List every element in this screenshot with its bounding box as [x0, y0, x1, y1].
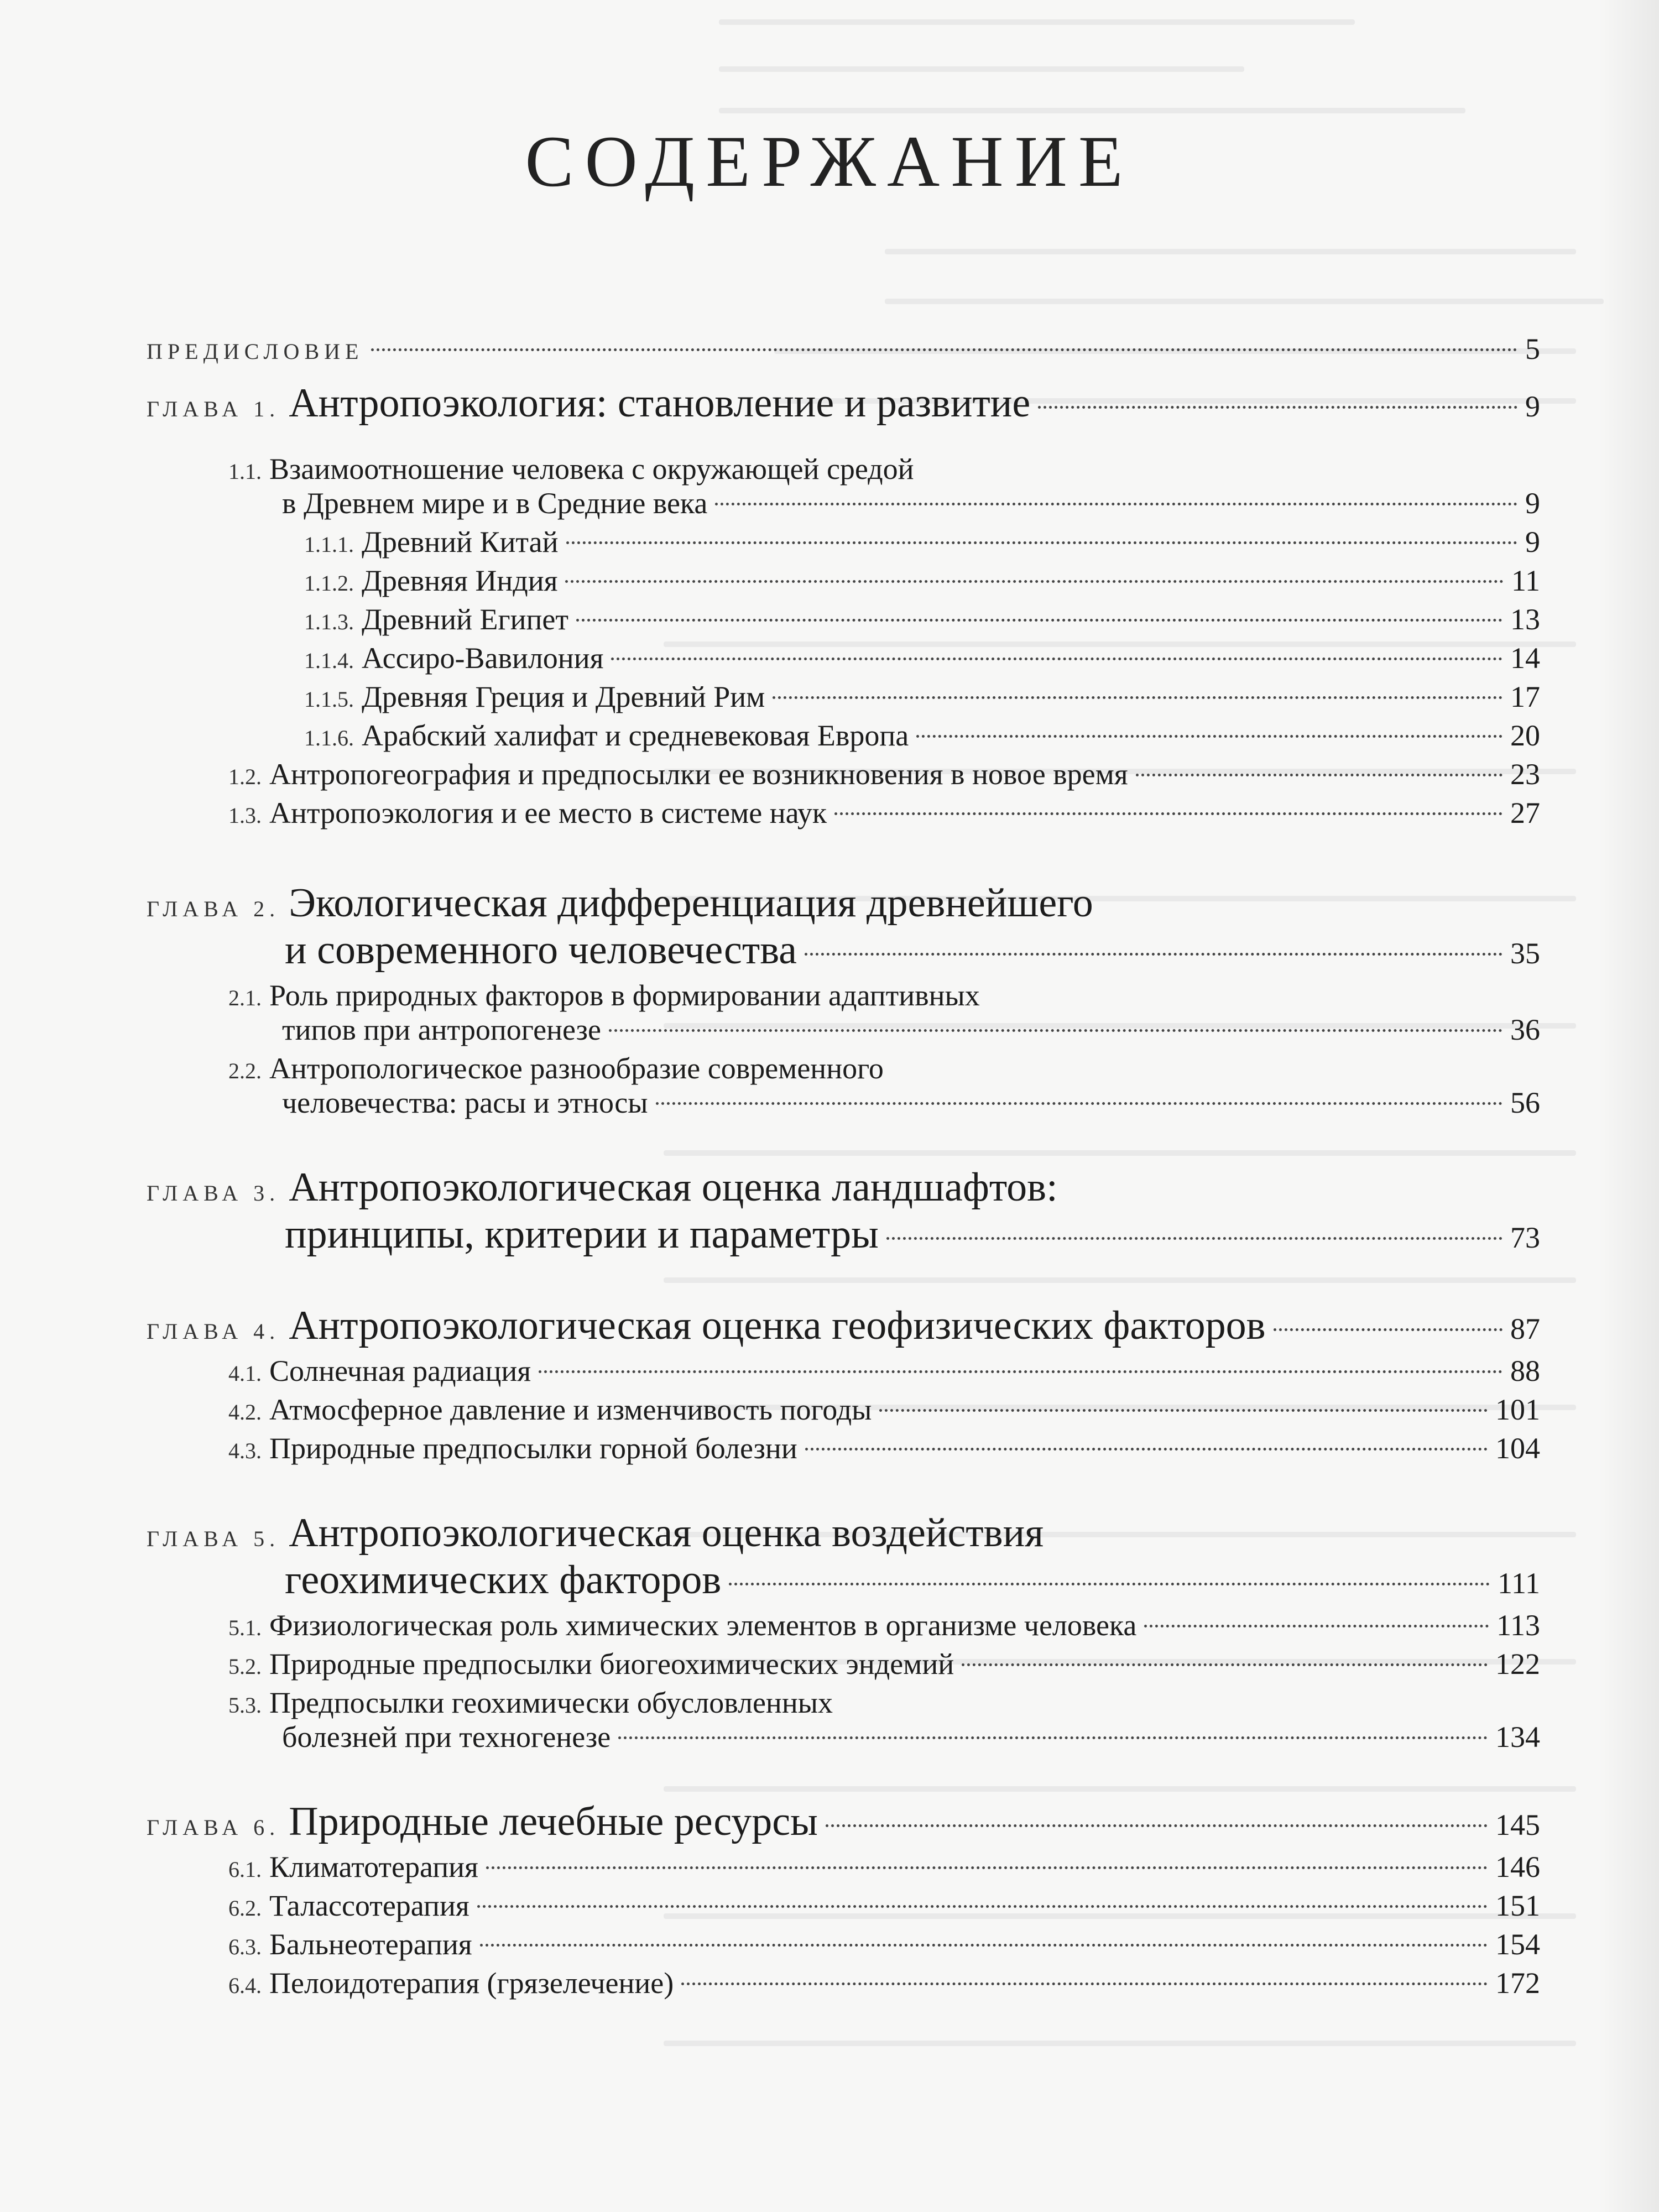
- section-label: [147, 1850, 478, 1884]
- dot-leader: [371, 348, 1517, 351]
- toc-entry-subsection: [147, 602, 1540, 637]
- dot-leader: [539, 1370, 1503, 1373]
- subsection-number: 1.1.2.: [304, 571, 354, 596]
- dot-leader: [805, 1448, 1488, 1451]
- page-number: 151: [1495, 1889, 1540, 1922]
- page-number: 17: [1510, 680, 1540, 713]
- toc-entry-section: [147, 1431, 1540, 1465]
- toc-entry-section: [147, 796, 1540, 830]
- toc-entry-subsection: [147, 718, 1540, 753]
- toc-entry-section: [147, 1647, 1540, 1681]
- subsection-title: Древняя Греция и Древний Рим: [362, 680, 765, 713]
- section-title: Пелоидотерапия (грязелечение): [269, 1966, 674, 2000]
- subsection-title: Древняя Индия: [362, 564, 558, 597]
- page-number: 9: [1525, 390, 1540, 423]
- page-number: 145: [1495, 1808, 1540, 1841]
- dot-leader: [576, 619, 1503, 622]
- section-title: человечества: расы и этносы: [282, 1086, 648, 1119]
- page-title: СОДЕРЖАНИЕ: [525, 121, 1134, 202]
- chapter-keyword: ГЛАВА 3.: [147, 1181, 280, 1206]
- toc-entry-chapter: [147, 1164, 1540, 1211]
- section-number: 6.2.: [228, 1896, 262, 1921]
- section-label: [147, 757, 1128, 791]
- dot-leader: [773, 696, 1503, 699]
- section-title: Бальнеотерапия: [269, 1928, 472, 1961]
- page-edge-shadow: [1598, 0, 1659, 2212]
- page-number: 134: [1495, 1720, 1540, 1754]
- dot-leader: [834, 812, 1503, 815]
- page-number: 154: [1495, 1928, 1540, 1961]
- toc-entry-section: [147, 1888, 1540, 1923]
- subsection-number: 1.1.6.: [304, 726, 354, 750]
- section-label: [147, 1888, 469, 1923]
- section-label: [147, 1354, 531, 1388]
- section-label: [147, 1392, 872, 1427]
- toc-entry-section: [147, 1850, 1540, 1884]
- section-title: Физиологическая роль химических элементов в организме человека: [269, 1609, 1137, 1642]
- page-number: 20: [1510, 719, 1540, 752]
- table-of-contents: [147, 332, 1540, 2000]
- toc-entry-section: [147, 757, 1540, 791]
- chapter-label: [147, 380, 1030, 427]
- section-number: 2.2.: [228, 1058, 262, 1083]
- subsection-label: [147, 641, 603, 675]
- dot-leader: [656, 1102, 1503, 1105]
- section-number: 5.3.: [228, 1693, 262, 1718]
- chapter-keyword: ГЛАВА 4.: [147, 1319, 280, 1344]
- dot-leader: [681, 1983, 1488, 1985]
- page-number: 113: [1496, 1609, 1540, 1642]
- section-label: [147, 1608, 1136, 1642]
- subsection-label: [147, 564, 557, 598]
- section-label: [147, 1647, 954, 1681]
- chapter-title: и современного человечества: [285, 927, 797, 973]
- section-number: 5.2.: [228, 1654, 262, 1679]
- section-title: Природные предпосылки биогеохимических эндемий: [269, 1647, 954, 1681]
- dot-leader: [611, 658, 1503, 660]
- section-title: Роль природных факторов в формировании адаптивных: [269, 979, 980, 1012]
- toc-entry-section: [147, 1051, 1540, 1086]
- section-number: 4.3.: [228, 1438, 262, 1463]
- dot-leader: [729, 1583, 1490, 1585]
- section-number: 4.2.: [228, 1400, 262, 1425]
- section-title-continued: [147, 1720, 611, 1754]
- dot-leader: [826, 1824, 1488, 1827]
- section-number: 6.4.: [228, 1973, 262, 1998]
- dot-leader: [566, 541, 1517, 544]
- dot-leader: [618, 1736, 1488, 1739]
- section-title: типов при антропогенезе: [282, 1013, 601, 1046]
- section-title: Атмосферное давление и изменчивость погоды: [269, 1393, 872, 1426]
- dot-leader: [886, 1237, 1503, 1240]
- chapter-title: Природные лечебные ресурсы: [289, 1799, 818, 1844]
- page-number: 56: [1510, 1086, 1540, 1119]
- section-title: Антропогеография и предпосылки ее возникновения в новое время: [269, 758, 1128, 791]
- toc-entry-section: [147, 1608, 1540, 1642]
- toc-entry-section: [147, 1686, 1540, 1720]
- chapter-title: Антропоэкология: становление и развитие: [289, 380, 1031, 426]
- toc-entry-chapter: [147, 1302, 1540, 1349]
- section-title-continued: [147, 1013, 601, 1047]
- dot-leader: [715, 503, 1517, 505]
- section-title-continued: [147, 1086, 648, 1120]
- toc-entry-chapter: [147, 1798, 1540, 1845]
- subsection-label: [147, 525, 559, 559]
- subsection-label: [147, 718, 909, 753]
- section-label: [147, 1966, 674, 2000]
- toc-entry-subsection: [147, 564, 1540, 598]
- page-number: 111: [1498, 1567, 1540, 1600]
- section-label: [147, 1927, 472, 1961]
- dot-leader: [486, 1866, 1488, 1869]
- page-number: 14: [1510, 641, 1540, 675]
- chapter-title-continued: [147, 927, 797, 974]
- dot-leader: [480, 1944, 1488, 1947]
- subsection-title: Ассиро-Вавилония: [362, 641, 604, 675]
- toc-entry-section-last-line: [147, 486, 1540, 520]
- chapter-title: Антропоэкологическая оценка ландшафтов:: [289, 1165, 1058, 1210]
- page-number: 73: [1510, 1221, 1540, 1254]
- chapter-title: геохимических факторов: [285, 1557, 722, 1603]
- toc-entry-section-last-line: [147, 1720, 1540, 1754]
- section-title: Антропоэкология и ее место в системе наук: [269, 796, 827, 830]
- chapter-title-continued: [147, 1557, 721, 1604]
- section-title: Природные предпосылки горной болезни: [269, 1432, 797, 1465]
- subsection-number: 1.1.4.: [304, 648, 354, 673]
- page-number: 122: [1495, 1647, 1540, 1681]
- toc-entry-chapter-last-line: [147, 1557, 1540, 1604]
- subsection-title: Древний Китай: [362, 525, 559, 559]
- dot-leader: [962, 1663, 1488, 1666]
- page-number: 172: [1495, 1966, 1540, 2000]
- section-title: Талассотерапия: [269, 1889, 469, 1922]
- page-number: 23: [1510, 758, 1540, 791]
- dot-leader: [565, 580, 1504, 583]
- section-number: 2.1.: [228, 985, 262, 1010]
- subsection-label: [147, 602, 568, 637]
- chapter-keyword: ГЛАВА 1.: [147, 397, 280, 421]
- section-number: 6.1.: [228, 1857, 262, 1882]
- page-number: 9: [1525, 525, 1540, 559]
- section-number: 1.1.: [228, 459, 262, 484]
- section-number: 4.1.: [228, 1361, 262, 1386]
- toc-entry-section: [147, 452, 1540, 486]
- dot-leader: [805, 953, 1503, 956]
- dot-leader: [1136, 774, 1503, 776]
- page-number: 101: [1495, 1393, 1540, 1426]
- chapter-label: [147, 1302, 1266, 1349]
- preface-label: [147, 338, 363, 364]
- chapter-keyword: ГЛАВА 5.: [147, 1526, 280, 1551]
- toc-entry-subsection: [147, 525, 1540, 559]
- page-number: 27: [1510, 796, 1540, 830]
- subsection-title: Древний Египет: [362, 603, 568, 636]
- chapter-keyword: ГЛАВА 2.: [147, 896, 280, 921]
- section-title: Солнечная радиация: [269, 1354, 531, 1387]
- toc-entry-section: [147, 1966, 1540, 2000]
- section-label: [147, 1431, 797, 1465]
- section-title: Взаимоотношение человека с окружающей средой: [269, 452, 914, 486]
- subsection-label: [147, 680, 765, 714]
- page-number: 35: [1510, 937, 1540, 970]
- subsection-number: 1.1.1.: [304, 532, 354, 557]
- section-number: 6.3.: [228, 1934, 262, 1959]
- toc-entry-section: [147, 978, 1540, 1013]
- toc-entry-preface: [147, 332, 1540, 366]
- toc-entry-chapter: [147, 1510, 1540, 1557]
- subsection-number: 1.1.3.: [304, 609, 354, 634]
- dot-leader: [1144, 1625, 1489, 1627]
- preface-title: ПРЕДИСЛОВИЕ: [147, 339, 364, 364]
- page-number: 9: [1525, 487, 1540, 520]
- toc-entry-subsection: [147, 680, 1540, 714]
- dot-leader: [1274, 1328, 1503, 1331]
- chapter-title: Антропоэкологическая оценка геофизических факторов: [289, 1303, 1266, 1348]
- section-title: болезней при техногенезе: [282, 1720, 611, 1754]
- page-number: 5: [1525, 332, 1540, 366]
- chapter-label: [147, 1798, 818, 1845]
- page-number: 88: [1510, 1354, 1540, 1387]
- toc-entry-chapter-last-line: [147, 1211, 1540, 1258]
- toc-entry-section-last-line: [147, 1086, 1540, 1120]
- chapter-title: Антропоэкологическая оценка воздействия: [289, 1510, 1044, 1556]
- subsection-number: 1.1.5.: [304, 687, 354, 712]
- toc-entry-subsection: [147, 641, 1540, 675]
- dot-leader: [916, 735, 1503, 738]
- page-number: 36: [1510, 1013, 1540, 1046]
- toc-entry-section: [147, 1927, 1540, 1961]
- page-number: 11: [1511, 564, 1540, 597]
- section-label: [147, 796, 827, 830]
- section-title: в Древнем мире и в Средние века: [282, 487, 708, 520]
- page-number: 13: [1510, 603, 1540, 636]
- chapter-title: Экологическая дифференциация древнейшего: [289, 880, 1093, 926]
- subsection-title: Арабский халифат и средневековая Европа: [362, 719, 909, 752]
- section-number: 1.2.: [228, 764, 262, 789]
- toc-entry-section-last-line: [147, 1013, 1540, 1047]
- dot-leader: [879, 1409, 1488, 1412]
- toc-entry-section: [147, 1392, 1540, 1427]
- toc-entry-section: [147, 1354, 1540, 1388]
- dot-leader: [1038, 406, 1517, 409]
- page-number: 104: [1495, 1432, 1540, 1465]
- section-title: Предпосылки геохимически обусловленных: [269, 1686, 833, 1719]
- section-title-continued: [147, 486, 707, 520]
- page-number: 87: [1510, 1312, 1540, 1345]
- dot-leader: [477, 1905, 1488, 1908]
- toc-entry-chapter-last-line: [147, 927, 1540, 974]
- section-title: Антропологическое разнообразие современного: [269, 1052, 884, 1085]
- chapter-title: принципы, критерии и параметры: [285, 1212, 879, 1257]
- page-number: 146: [1495, 1850, 1540, 1884]
- dot-leader: [609, 1029, 1503, 1032]
- chapter-title-continued: [147, 1211, 879, 1258]
- section-title: Климатотерапия: [269, 1850, 478, 1884]
- toc-entry-chapter: [147, 880, 1540, 927]
- toc-entry-chapter: [147, 380, 1540, 427]
- section-number: 5.1.: [228, 1615, 262, 1640]
- section-number: 1.3.: [228, 803, 262, 828]
- chapter-keyword: ГЛАВА 6.: [147, 1815, 280, 1840]
